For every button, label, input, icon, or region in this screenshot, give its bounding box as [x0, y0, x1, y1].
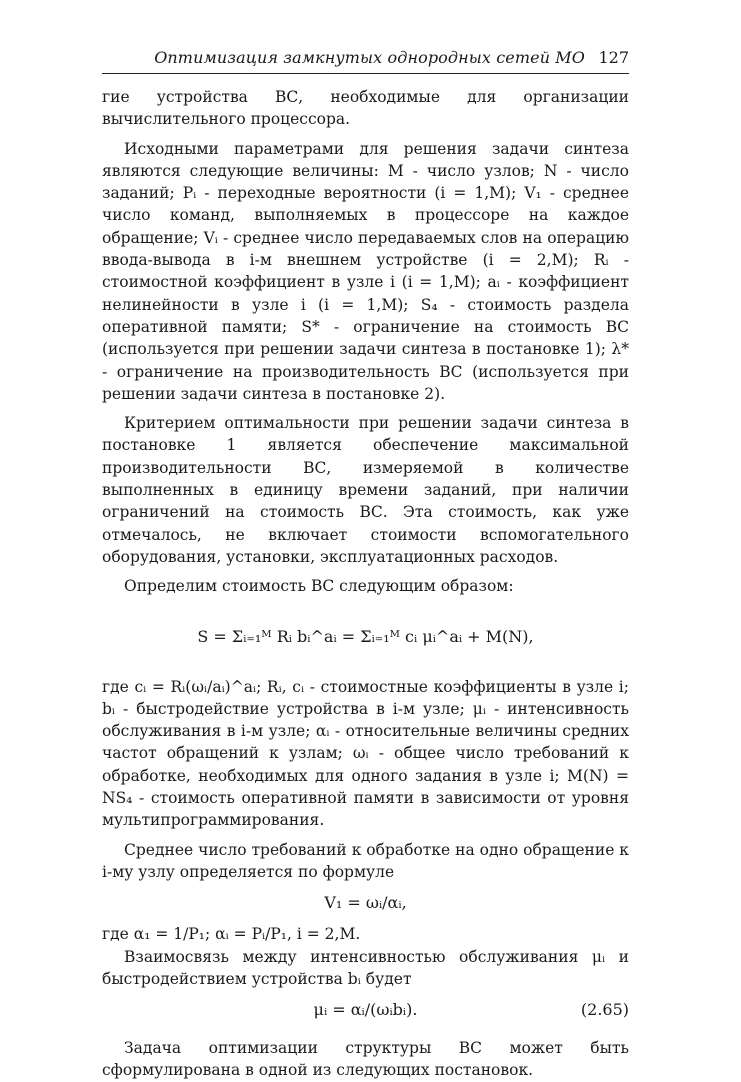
paragraph-requests: Среднее число требований к обработке на одно обращение к i-му узлу определяется по формуле: [102, 840, 629, 881]
header-rule: [102, 73, 629, 74]
equation-mu: [102, 990, 629, 1030]
equation-number: (2.65): [580, 1000, 629, 1020]
running-header: [102, 44, 629, 74]
paragraph-relation: Взаимосвязь между интенсивностью обслуживания μᵢ и быстродействием устройства bᵢ будет: [102, 947, 629, 988]
running-header-title: Оптимизация замкнутых однородных сетей МО: [154, 48, 585, 67]
paragraph-cost-intro: Определим стоимость ВС следующим образом:: [124, 577, 514, 596]
paragraph-formulation: Задача оптимизации структуры ВС может быть сформулирована в одной из следующих постановок.: [102, 1039, 629, 1080]
equation-cost: S = Σᵢ₌₁ᴹ Rᵢ bᵢ^aᵢ = Σᵢ₌₁ᴹ cᵢ μᵢ^aᵢ + M(N),: [197, 626, 534, 646]
paragraph-parameters: Исходными параметрами для решения задачи синтеза являются следующие величины: M - число узлов; N - число заданий; Pᵢ - переходные вероятности (i = 1,M); V₁ - среднее число команд, выполняемых в процессоре на каждое обращение; Vᵢ - среднее число передаваемых слов на операцию ввода-вывода в i-м внешнем устройстве (i = 2,M); Rᵢ - стоимостной коэффициент в узле i (i = 1,M); aᵢ - коэффициент нелинейности в узле i (i = 1,M); S₄ - стоимость раздела оперативной памяти; S* - ограничение на стоимость ВС (используется при решении задачи синтеза в постановке 1); λ* - ограничение на производительность ВС (используется при решении задачи синтеза в постановке 2).: [102, 139, 629, 403]
equation-mu-body: μᵢ = αᵢ/(ωᵢbᵢ).: [313, 1000, 418, 1020]
paragraph-cost-definitions: где cᵢ = Rᵢ(ωᵢ/aᵢ)^aᵢ; Rᵢ, cᵢ - стоимостные коэффициенты в узле i; bᵢ - быстродействие устройства в i-м узле; μᵢ - интенсивность обслуживания в i-м узле; αᵢ - относительные величины средних частот обращений к узлам; ωᵢ - общее число требований к обработке, необходимых для одного задания в узле i; M(N) = NS₄ - стоимость оперативной памяти в зависимости от уровня мультипрограммирования.: [102, 677, 629, 830]
page-number: 127: [598, 48, 629, 67]
paragraph-alpha: где α₁ = 1/P₁; αᵢ = Pᵢ/P₁, i = 2,M.: [102, 925, 361, 944]
page-body: [102, 86, 629, 1082]
paragraph-continuation: гие устройства ВС, необходимые для организации вычислительного процессора.: [102, 88, 629, 129]
paragraph-criterion: Критерием оптимальности при решении задачи синтеза в постановке 1 является обеспечение максимальной производительности ВС, измеряемой в количестве выполненных в единицу времени заданий, при наличии ограничений на стоимость ВС. Эта стоимость, как уже отмечалось, не включает стоимости вспомогательного оборудования, установки, эксплуатационных расходов.: [102, 414, 629, 566]
equation-v1: V₁ = ωᵢ/αᵢ,: [324, 893, 407, 913]
